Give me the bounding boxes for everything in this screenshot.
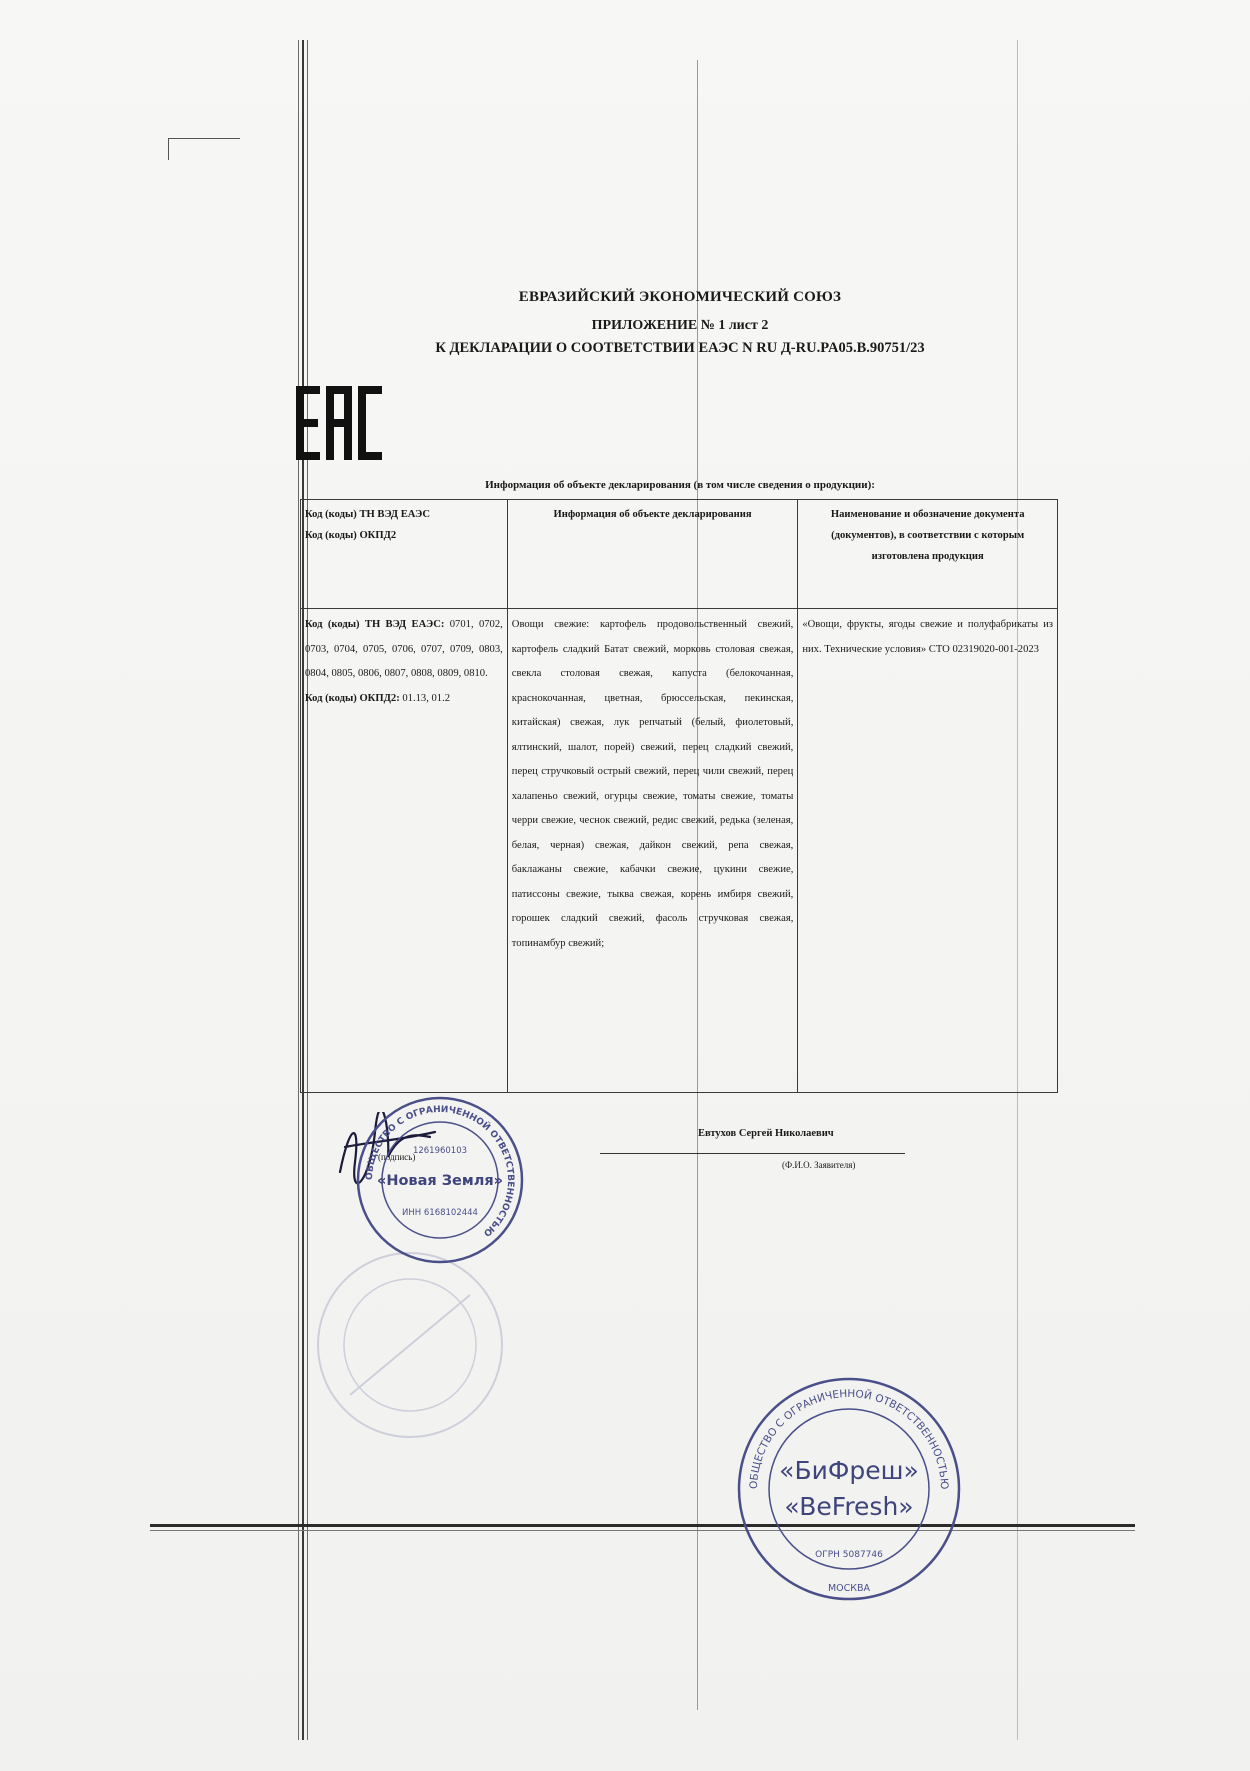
header-object-info: Информация об объекте декларирования xyxy=(507,500,798,609)
scan-line xyxy=(150,1524,1135,1527)
header-tnved: Код (коды) ТН ВЭД ЕАЭС xyxy=(305,509,430,520)
scan-corner-mark xyxy=(168,138,169,160)
stamp2-ring-text: ОБЩЕСТВО С ОГРАНИЧЕННОЙ ОТВЕТСТВЕННОСТЬЮ xyxy=(747,1387,951,1490)
stamp-novaya-zemlya xyxy=(355,1095,525,1265)
tnved-label: Код (коды) ТН ВЭД ЕАЭС: xyxy=(305,619,445,630)
stamp2-name-ru: «БиФреш» xyxy=(779,1456,919,1485)
applicant-name: Евтухов Сергей Николаевич xyxy=(698,1128,834,1139)
declaration-title: К ДЕКЛАРАЦИИ О СООТВЕТСТВИИ ЕАЭС N RU Д-RU.PA05.B.90751/23 xyxy=(435,340,925,356)
stamp1-name: «Новая Земля» xyxy=(376,1173,504,1189)
applicant-name-caption: (Ф.И.О. Заявителя) xyxy=(782,1160,856,1170)
header-okpd: Код (коды) ОКПД2 xyxy=(305,530,397,541)
scan-corner-mark xyxy=(168,138,240,139)
faint-stamp-image xyxy=(310,1245,510,1445)
header-codes-cell xyxy=(301,500,508,609)
union-title: ЕВРАЗИЙСКИЙ ЭКОНОМИЧЕСКИЙ СОЮЗ xyxy=(518,289,842,305)
product-cell: Овощи свежие: картофель продовольственный свежий, картофель сладкий Батат свежий, морковь столовая свежая, свекла столовая свежая, капуста (белокочанная, краснокочанная, цветная, брюссельская, пекинская, китайская) свежая, лук репчатый (белый, фиолетовый, ялтинский, шалот, порей) свежий, перец сладкий свежий, перец стручковый острый свежий, перец чили свежий, перец халапеньо свежий, огурцы свежие, томаты свежие, томаты черри свежие, чеснок свежий, редис свежий, редька (зеленая, белая, черная) свежая, дайкон свежий, репа свежая, баклажаны свежие, кабачки свежие, цукини свежие, патиссоны свежие, тыква свежая, корень имбиря свежий, горошек сладкий свежий, фасоль стручковая свежая, топинамбур свежий; xyxy=(507,609,798,1093)
stamp1-inn: ИНН 6168102444 xyxy=(402,1208,478,1218)
table-caption: Информация об объекте декларирования (в том числе сведения о продукции): xyxy=(485,479,875,491)
okpd-label: Код (коды) ОКПД2: xyxy=(305,692,400,704)
scan-line xyxy=(150,1530,1135,1531)
stamp1-ogrn: 1261960103 xyxy=(412,1146,468,1156)
okpd-codes: 01.13, 01.2 xyxy=(402,692,451,704)
stamp2-city: МОСКВА xyxy=(827,1583,871,1594)
table-row xyxy=(301,609,1058,1093)
tnved-codes: 0701, 0702, 0703, 0704, 0705, 0706, 0707, 0709, 0803, 0804, 0805, 0806, 0807, 0808, 0809, 0810. xyxy=(305,619,503,679)
scan-line xyxy=(298,40,299,1740)
codes-cell xyxy=(301,609,508,1093)
table-header-row xyxy=(301,500,1058,609)
declaration-table xyxy=(300,499,1058,1093)
signature-caption: (подпись) xyxy=(378,1152,416,1162)
stamp1-ring-text: ОБЩЕСТВО С ОГРАНИЧЕННОЙ ОТВЕТСТВЕННОСТЬЮ xyxy=(364,1104,516,1238)
header-document: Наименование и обозначение документа (документов), в соответствии с которым изготовлена продукция xyxy=(798,500,1058,609)
document-cell: «Овощи, фрукты, ягоды свежие и полуфабрикаты из них. Технические условия» СТО 02319020-001-2023 xyxy=(798,609,1058,1093)
appendix-title: ПРИЛОЖЕНИЕ № 1 лист 2 xyxy=(591,318,769,333)
signature-line xyxy=(600,1153,905,1154)
stamp2-name-en: «BeFresh» xyxy=(784,1492,914,1521)
stamp-befresh xyxy=(735,1375,963,1603)
eac-logo xyxy=(296,386,382,460)
stamp2-ogrn: ОГРН 5087746 xyxy=(815,1550,883,1560)
